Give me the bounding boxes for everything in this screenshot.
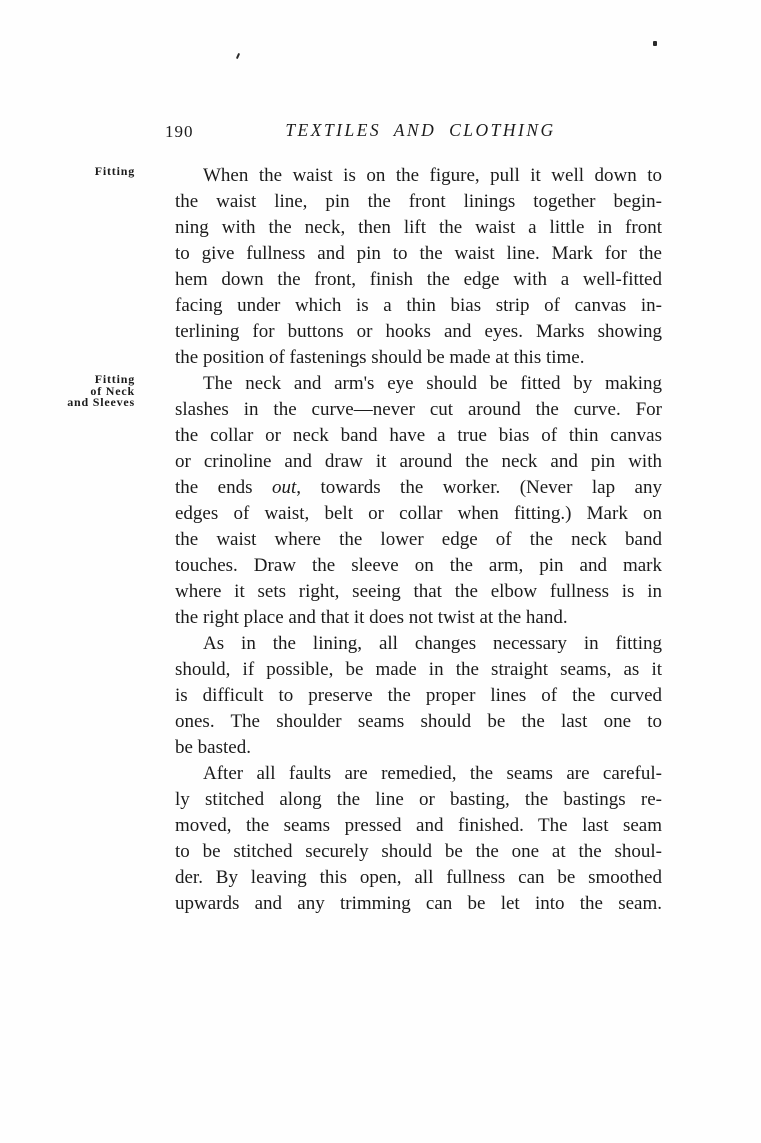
text-line: the position of fastenings should be made at this time. bbox=[175, 347, 585, 368]
text-line: edges of waist, belt or collar when fitting.) Mark on bbox=[175, 503, 662, 524]
text-line: where it sets right, seeing that the elbow fullness is in bbox=[175, 581, 662, 602]
paragraph bbox=[175, 761, 662, 917]
text-line: to give fullness and pin to the waist line. Mark for the bbox=[175, 243, 662, 264]
text-line: The neck and arm's eye should be fitted by making bbox=[203, 373, 662, 394]
text-line: ly stitched along the line or basting, the bastings re- bbox=[175, 789, 662, 810]
text-line: the collar or neck band have a true bias of thin canvas bbox=[175, 425, 662, 446]
text-line: hem down the front, finish the edge with a well-fitted bbox=[175, 269, 662, 290]
text-line: facing under which is a thin bias strip of canvas in- bbox=[175, 295, 662, 316]
paragraph bbox=[67, 371, 662, 631]
text-block bbox=[67, 163, 662, 917]
running-title: TEXTILES AND CLOTHING bbox=[285, 120, 556, 140]
text-line: After all faults are remedied, the seams are careful- bbox=[203, 763, 662, 784]
text-line: or crinoline and draw it around the neck and pin with bbox=[175, 451, 662, 472]
margin-note bbox=[67, 374, 135, 409]
text-line: slashes in the curve—never cut around the curve. For bbox=[175, 399, 662, 420]
text-line: moved, the seams pressed and finished. The last seam bbox=[175, 815, 662, 836]
text-line: should, if possible, be made in the straight seams, as it bbox=[175, 659, 662, 680]
text-line: the ends out, towards the worker. (Never lap any bbox=[175, 477, 662, 498]
text-line: be basted. bbox=[175, 737, 251, 758]
text-line: is difficult to preserve the proper lines of the curved bbox=[175, 685, 662, 706]
text-line: the right place and that it does not twist at the hand. bbox=[175, 607, 568, 628]
margin-note bbox=[95, 166, 135, 178]
text-line: ones. The shoulder seams should be the last one to bbox=[175, 711, 662, 732]
paragraph bbox=[94, 163, 662, 371]
scan-artifact bbox=[653, 41, 657, 46]
text-line: As in the lining, all changes necessary in fitting bbox=[203, 633, 662, 654]
text-line: the waist line, pin the front linings together begin- bbox=[175, 191, 662, 212]
margin-note-line: Fitting bbox=[94, 372, 135, 386]
scan-artifact bbox=[236, 53, 240, 59]
text-line: der. By leaving this open, all fullness can be smoothed bbox=[175, 867, 662, 888]
text-line: terlining for buttons or hooks and eyes. Marks showing bbox=[175, 321, 662, 342]
text-line: upwards and any trimming can be let into the seam. bbox=[175, 893, 662, 914]
margin-note-line: of Neck bbox=[90, 383, 135, 398]
text-line: ning with the neck, then lift the waist a little in front bbox=[175, 217, 662, 238]
paragraph bbox=[175, 631, 662, 761]
page-number: 190 bbox=[165, 122, 194, 141]
text-line: to be stitched securely should be the one at the shoul- bbox=[175, 841, 662, 862]
text-line: touches. Draw the sleeve on the arm, pin and mark bbox=[175, 555, 662, 576]
text-line: the waist where the lower edge of the neck band bbox=[175, 529, 662, 550]
text-line: When the waist is on the figure, pull it well down to bbox=[203, 165, 662, 186]
margin-note-line: and Sleeves bbox=[67, 395, 135, 409]
margin-note-line: Fitting bbox=[94, 164, 135, 178]
running-header bbox=[165, 120, 662, 144]
